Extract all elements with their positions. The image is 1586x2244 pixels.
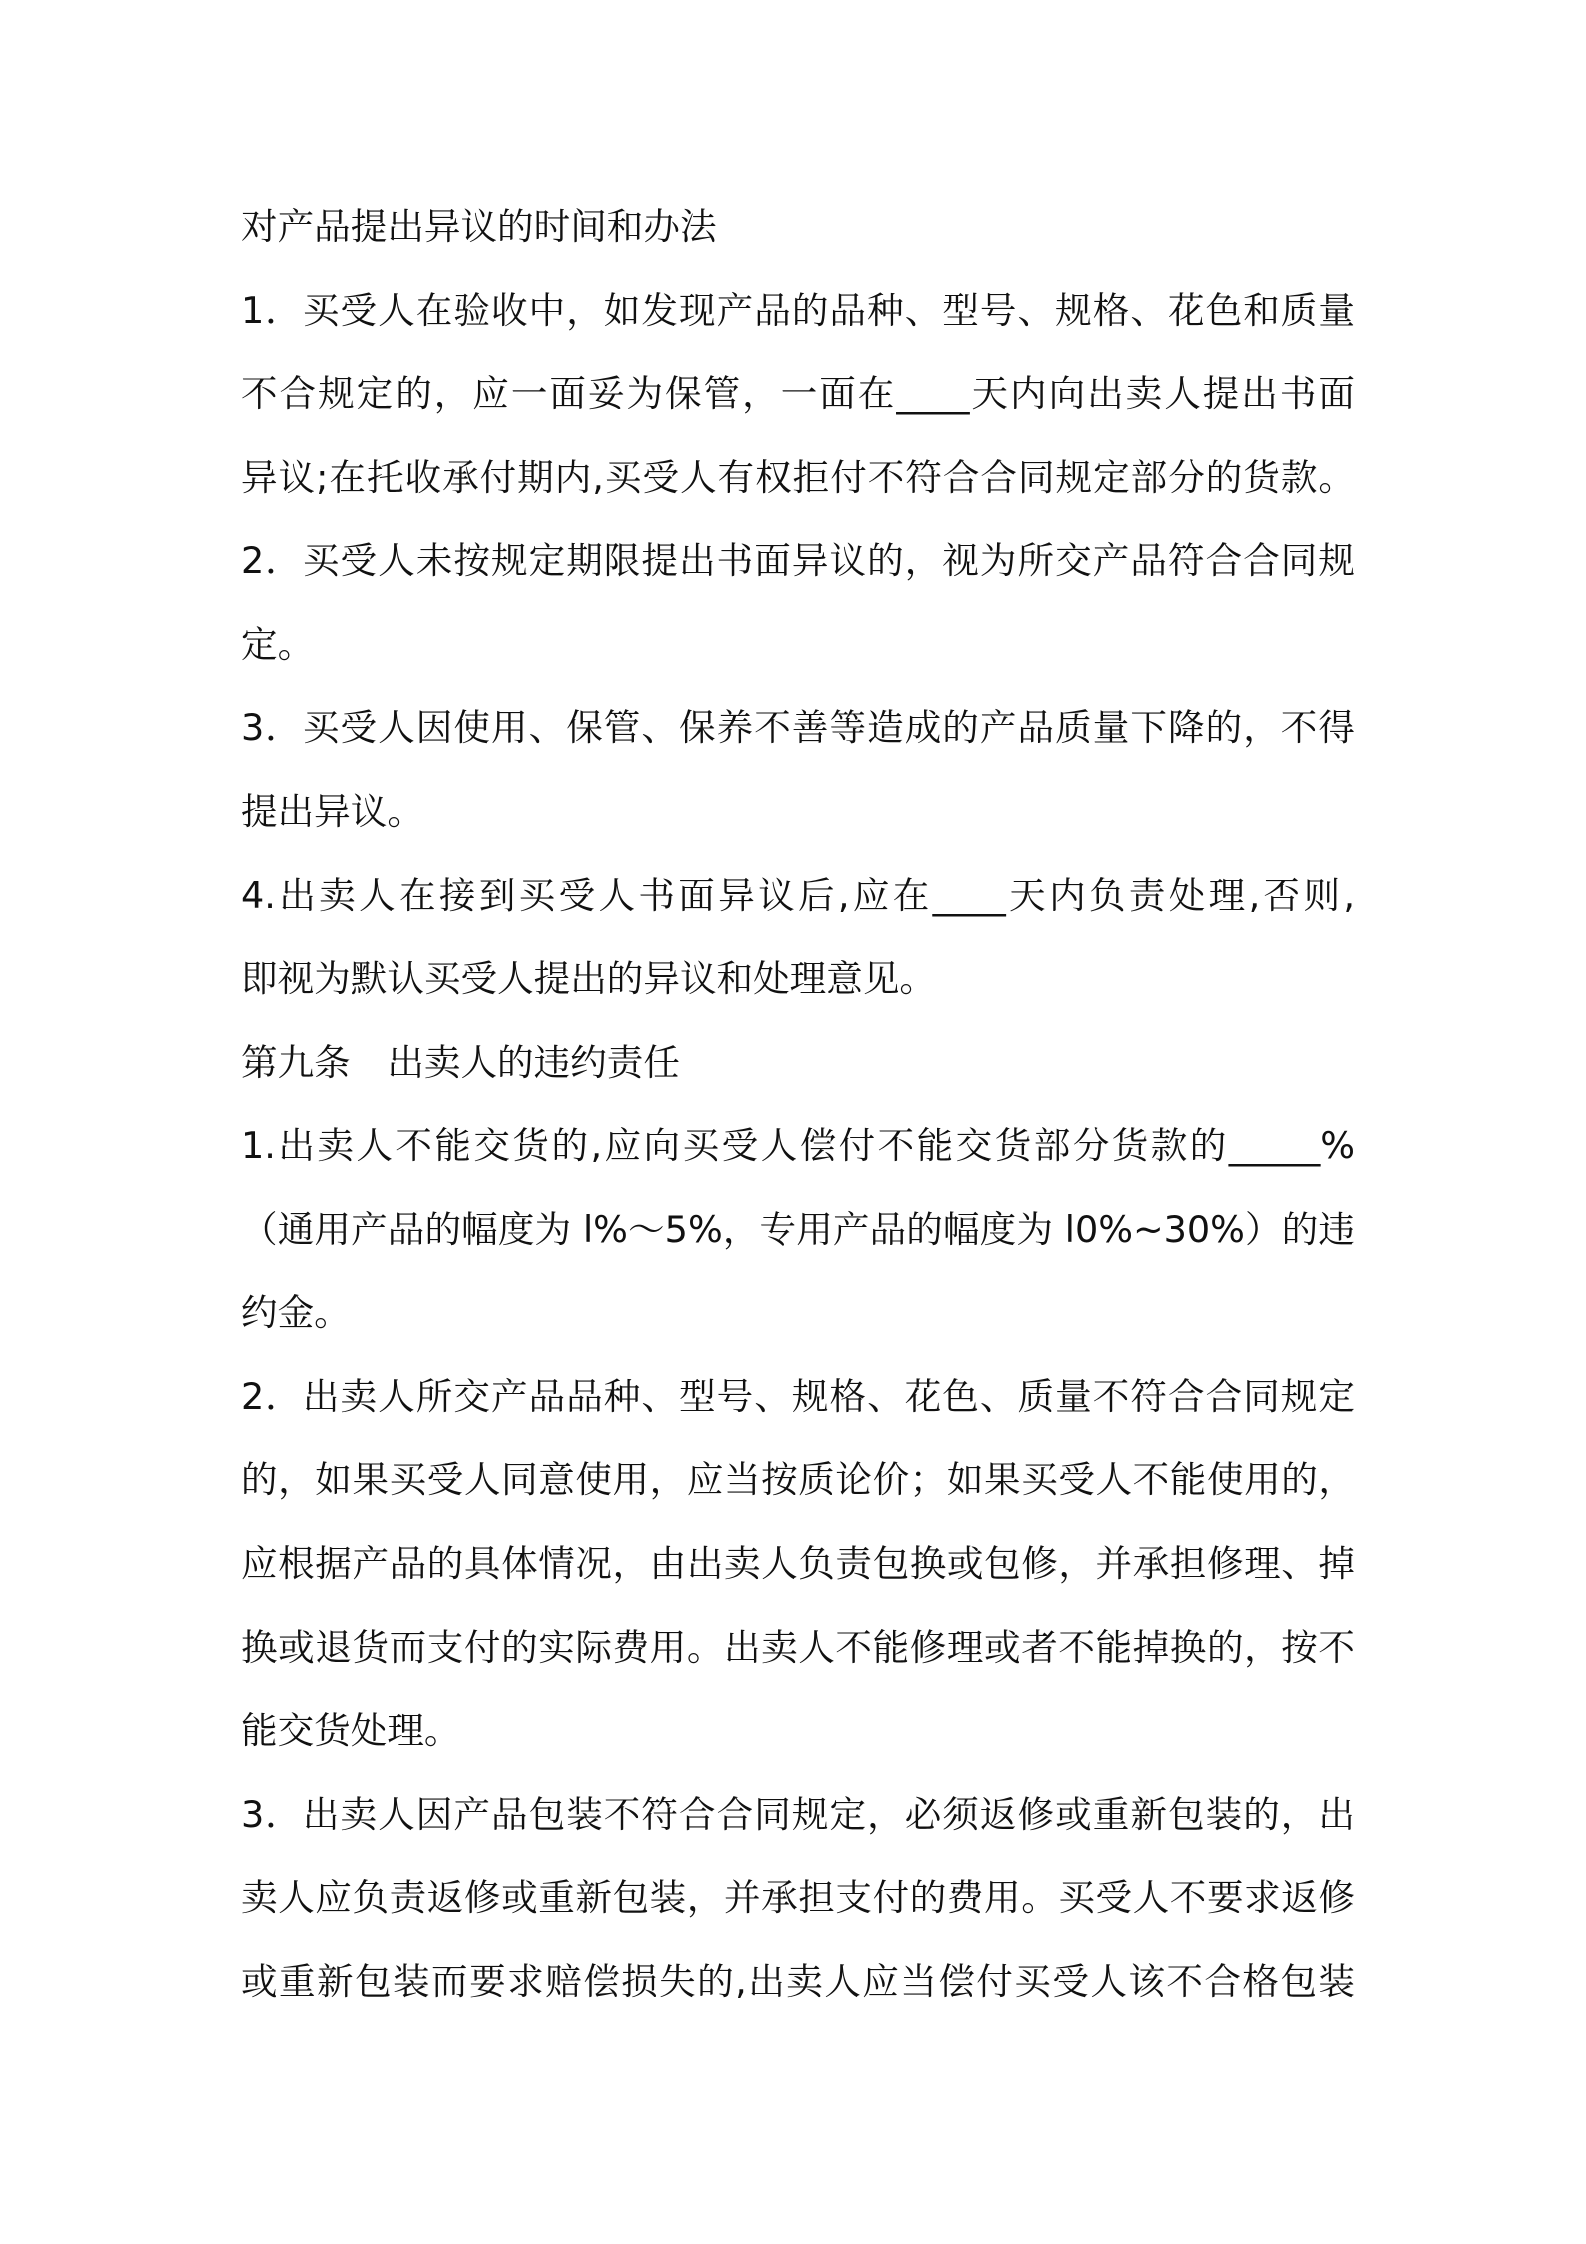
text-line: 约金。 [241, 1291, 351, 1335]
clause-item [241, 854, 1355, 1021]
text-line: （通用产品的幅度为 l%～5%，专用产品的幅度为 l0%~30%）的违 [241, 1207, 1355, 1251]
text-line: 提出异议。 [241, 789, 424, 833]
text-line: 能交货处理。 [241, 1709, 461, 1753]
clause-item [241, 1104, 1355, 1355]
text-line: 的，如果买受人同意使用，应当按质论价；如果买受人不能使用的， [241, 1458, 1355, 1502]
text-line: 不合规定的，应一面妥为保管，一面在____天内向出卖人提出书面 [241, 372, 1355, 416]
text-line: 定。 [241, 622, 315, 666]
text-line: 应根据产品的具体情况，由出卖人负责包换或包修，并承担修理、掉 [241, 1542, 1355, 1585]
text-line: 或重新包装而要求赔偿损失的,出卖人应当偿付买受人该不合格包装 [241, 1959, 1355, 2003]
section-heading: 对产品提出异议的时间和办法 [241, 205, 717, 248]
text-line: 4.出卖人在接到买受人书面异议后,应在____天内负责处理,否则, [241, 873, 1355, 917]
clause-item [241, 1355, 1355, 1773]
article-heading: 第九条 出卖人的违约责任 [241, 1040, 680, 1084]
document-body [241, 185, 1355, 2023]
text-line: 2．出卖人所交产品品种、型号、规格、花色、质量不符合合同规定 [241, 1374, 1355, 1418]
text-line: 1.出卖人不能交货的,应向买受人偿付不能交货部分货款的_____% [241, 1124, 1355, 1168]
clause-item [241, 686, 1355, 853]
text-line: 卖人应负责返修或重新包装，并承担支付的费用。买受人不要求返修 [241, 1876, 1355, 1920]
text-line: 3．买受人因使用、保管、保养不善等造成的产品质量下降的，不得 [241, 706, 1355, 750]
text-line: 3．出卖人因产品包装不符合合同规定，必须返修或重新包装的，出 [241, 1792, 1355, 1836]
clause-item [241, 1773, 1355, 2024]
clause-item [241, 269, 1355, 520]
text-line: 1．买受人在验收中，如发现产品的品种、型号、规格、花色和质量 [241, 288, 1355, 332]
text-line: 换或退货而支付的实际费用。出卖人不能修理或者不能掉换的，按不 [241, 1625, 1355, 1669]
text-line: 异议;在托收承付期内,买受人有权拒付不符合合同规定部分的货款。 [241, 455, 1355, 499]
clause-item [241, 519, 1355, 686]
text-line: 2．买受人未按规定期限提出书面异议的，视为所交产品符合合同规 [241, 539, 1355, 583]
text-line: 即视为默认买受人提出的异议和处理意见。 [241, 957, 936, 1001]
